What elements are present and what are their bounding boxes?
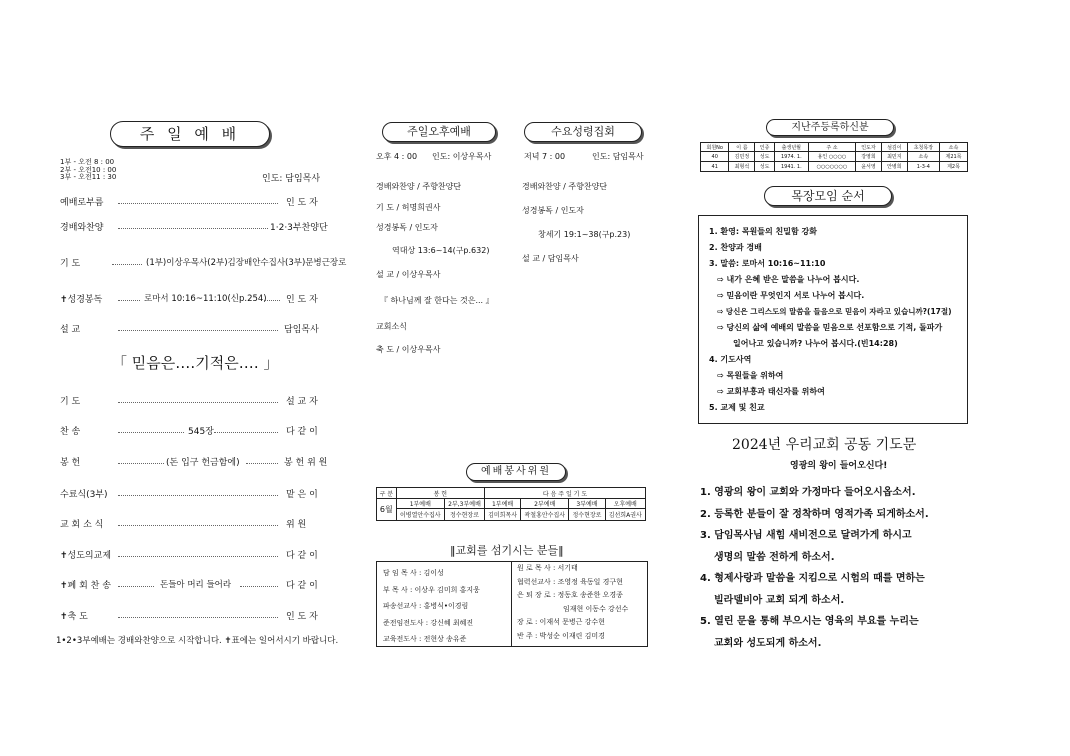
sunday-service-title: 주 일 예 배	[110, 121, 270, 147]
prayer-line: 4. 형제사랑과 말씀을 지킴으로 시험의 때를 면하는	[700, 573, 925, 584]
afternoon-line: 설 교 / 이상우목사	[376, 270, 441, 279]
td: 윤서영	[856, 162, 882, 172]
order-item: ✝폐 회 찬 송	[60, 581, 111, 591]
prayer-line: 빌라델비아 교회 되게 하소서.	[714, 594, 845, 606]
sunday-leader: 인도: 담임목사	[262, 174, 321, 184]
afternoon-line: 경배와찬양 / 주향찬양단	[376, 182, 462, 191]
meeting-item: ⇨ 당신의 삶에 예배의 말씀을 믿음으로 선포함으로 기적, 돌파가	[717, 323, 943, 332]
th-division: 구 분	[377, 488, 397, 499]
cell-meeting-box	[698, 215, 968, 424]
sub-head: 2부,3부예배	[444, 499, 484, 509]
order-right: 다 같 이	[286, 581, 318, 591]
order-right: 위 원	[286, 520, 307, 530]
servant-line: 반 주 : 박성순 이재린 김미경	[517, 631, 605, 640]
th: 이 름	[729, 143, 755, 152]
month-cell: 6월	[377, 499, 397, 521]
meeting-item: 2. 찬양과 경배	[709, 243, 762, 252]
td: 강영희	[856, 152, 882, 162]
cell: 김미희목사	[485, 509, 521, 521]
td: 41	[701, 162, 729, 172]
meeting-item: 4. 기도사역	[709, 355, 752, 364]
time-2: 2부 - 오전10 : 00	[60, 165, 117, 174]
order-item: 경배와찬양	[60, 223, 104, 233]
afternoon-line: 기 도 / 허명희권사	[376, 203, 441, 212]
td: 김민정	[729, 152, 755, 162]
servant-line: 준전임전도사 : 강신혜 최혜진	[383, 618, 474, 627]
th: 출생년월	[774, 143, 808, 152]
servant-line: 장 로 : 이재석 문병근 강수현	[517, 618, 605, 626]
td: ○○○○○○○	[808, 162, 855, 172]
order-right: 담임목사	[284, 325, 319, 335]
order-right: 인 도 자	[286, 198, 318, 208]
afternoon-line: 『 하나님께 잘 한다는 것은... 』	[380, 296, 494, 305]
afternoon-service-title: 주일오후예배	[382, 122, 496, 142]
order-item: 봉 헌	[60, 458, 81, 468]
td: 안병희	[881, 162, 907, 172]
cell: 이병열안수집사	[396, 509, 444, 521]
servant-line: 부 목 사 : 이상우 김미희 홍지웅	[383, 585, 480, 594]
td: 제2목	[940, 162, 968, 172]
order-right: 인 도 자	[286, 612, 318, 622]
cell: 곽철홍안수집사	[521, 509, 569, 521]
prayer-line: 교회와 성도되게 하소서.	[714, 637, 822, 649]
order-item: 예배로부름	[60, 198, 104, 208]
servant-line: 담 임 목 사 : 김이성	[383, 569, 444, 577]
order-right: 인 도 자	[286, 295, 318, 305]
meeting-item: 1. 환영: 목원들의 친밀함 강화	[709, 227, 817, 236]
meeting-item: ⇨ 목원들을 위하여	[717, 371, 784, 380]
meeting-item: 3. 말씀: 로마서 10:16~11:10	[709, 259, 826, 268]
wednesday-service-title: 수요성령집회	[524, 122, 642, 142]
order-right: 1·2·3부찬양단	[270, 223, 328, 233]
new-members-table	[700, 142, 968, 172]
td: 성도	[755, 162, 774, 172]
th: 소속	[940, 143, 968, 152]
order-right: 봉 헌 위 원	[284, 458, 328, 468]
cell: 김선희A권사	[605, 509, 645, 521]
order-item: 찬 송	[60, 427, 81, 437]
sub-head: 오후예배	[605, 499, 645, 509]
time-1: 1부 - 오전 8 : 00	[60, 158, 115, 166]
cell: 정수현장로	[569, 509, 605, 521]
meeting-item: 일어나고 있습니까? 나누어 봅시다.(빈14:28)	[733, 339, 898, 348]
service-footnote: 1•2•3부예배는 경배와찬양으로 시작합니다. ✝표에는 일어서시기 바랍니다.	[56, 636, 339, 646]
wednesday-line: 경배와찬양 / 주향찬양단	[522, 182, 608, 191]
td: 1974. 1.	[774, 152, 808, 162]
th-offering: 봉 헌	[396, 488, 484, 499]
order-item: ✝축 도	[60, 612, 88, 622]
td: 40	[701, 152, 729, 162]
meeting-item: 5. 교제 및 친교	[709, 403, 765, 412]
order-middle: (돈 입구 헌금함에)	[166, 458, 240, 468]
td: 제21목	[940, 152, 968, 162]
meeting-item: ⇨ 당신은 그리스도의 말씀을 들음으로 믿음이 자라고 있습니까?(17절)	[717, 307, 952, 316]
th: 주 소	[808, 143, 855, 152]
th: 회원No	[701, 143, 729, 152]
prayer-lines	[700, 482, 929, 654]
td: 용인 ○○○○	[808, 152, 855, 162]
afternoon-line: 역대상 13:6~14(구p.632)	[392, 246, 490, 255]
prayer-title: 2024년 우리교회 공동 기도문	[732, 437, 917, 453]
wednesday-line: 창세기 19:1~38(구p.23)	[538, 230, 631, 239]
service-times	[60, 159, 116, 182]
prayer-line: 생명의 말씀 전하게 하소서.	[714, 551, 835, 563]
order-item: ✝성도의교제	[60, 551, 112, 561]
afternoon-line: 교회소식	[376, 322, 407, 331]
servant-line: 원 로 목 사 : 서기태	[517, 564, 578, 572]
order-item: ✝성경봉독	[60, 295, 103, 305]
afternoon-leader: 인도: 이상우목사	[432, 152, 492, 161]
th: 섬김이	[881, 143, 907, 152]
order-right: 맡 은 이	[286, 490, 318, 500]
prayer-line: 2. 등록한 분들이 잘 정착하며 영적가족 되게하소서.	[700, 508, 929, 520]
order-item: 교 회 소 식	[60, 520, 104, 530]
sub-head: 1부예배	[396, 499, 444, 509]
th: 인도자	[856, 143, 882, 152]
prayer-line: 3. 담임목사님 새힘 새비전으로 달려가게 하시고	[700, 530, 912, 541]
cell: 정수현장로	[444, 509, 484, 521]
servant-line: 교육전도사 : 전현상 송유준	[383, 635, 467, 643]
td: 최민지	[881, 152, 907, 162]
servants-box	[376, 561, 648, 647]
afternoon-time: 오후 4 : 00	[376, 152, 418, 161]
meeting-item: ⇨ 내가 은혜 받은 말씀을 나누어 봅시다.	[717, 275, 860, 284]
prayer-line: 1. 영광의 왕이 교회와 가정마다 들어오시옵소서.	[700, 487, 916, 498]
sermon-title: 「 믿음은‥‥기적은‥‥ 」	[112, 354, 279, 372]
wednesday-leader: 인도: 담임목사	[592, 152, 644, 161]
td: 성도	[755, 152, 774, 162]
th: 인증	[755, 143, 774, 152]
new-members-title: 지난주등록하신분	[766, 119, 894, 136]
committee-table	[376, 487, 646, 521]
meeting-item: ⇨ 믿음이란 무엇인지 서로 나누어 봅시다.	[717, 291, 865, 300]
servant-line: 협력선교사 : 조영정 육동일 경구현	[517, 577, 623, 586]
committee-title: 예배봉사위원	[466, 463, 566, 481]
afternoon-line: 성경봉독 / 인도자	[376, 223, 438, 232]
meeting-item: ⇨ 교회부흥과 태신자를 위하여	[717, 387, 825, 396]
td: 1941. 1.	[774, 162, 808, 172]
order-item: 설 교	[60, 325, 81, 335]
wednesday-line: 설 교 / 담임목사	[522, 254, 579, 263]
order-item: 기 도	[60, 397, 81, 407]
order-right: 다 같 이	[286, 551, 318, 561]
prayer-subtitle: 영광의 왕이 들어오신다!	[790, 461, 888, 471]
afternoon-line: 축 도 / 이상우목사	[376, 345, 441, 354]
prayer-line: 5. 열린 문을 통해 부으시는 영육의 부요를 누리는	[700, 616, 919, 627]
td: 1-3-4	[907, 162, 939, 172]
th-next-prayer: 다 음 주 일 기 도	[485, 488, 646, 499]
servant-line: 은 퇴 장 로 : 정동호 송준한 오경종	[517, 591, 623, 599]
cell-meeting-title: 목장모임 순서	[764, 186, 892, 206]
td: 소속	[907, 152, 939, 162]
order-middle: (1부)이상우목사(2부)김장배안수집사(3부)문병근장로	[146, 258, 347, 268]
wednesday-time: 저녁 7 : 00	[524, 152, 566, 161]
order-middle: 로마서 10:16~11:10(신p.254)	[144, 294, 267, 304]
wednesday-line: 성경봉독 / 인도자	[522, 206, 584, 215]
order-right: 설 교 자	[286, 397, 318, 407]
order-right: 다 같 이	[286, 427, 318, 437]
td: 최형석	[729, 162, 755, 172]
order-middle: 545장	[188, 427, 214, 437]
sub-head: 1부예배	[485, 499, 521, 509]
sub-head: 3부예배	[569, 499, 605, 509]
servant-line: 파송선교사 : 홍병식•이경림	[383, 602, 469, 610]
th: 초청목장	[907, 143, 939, 152]
servants-title: ‖교회를 섬기시는 분들‖	[450, 544, 564, 557]
sub-head: 2부예배	[521, 499, 569, 509]
order-item: 수료식(3부)	[60, 490, 108, 500]
order-middle: 돈들아 머리 들어라	[160, 580, 232, 590]
time-3: 3부 - 오전11 : 30	[60, 173, 117, 181]
servant-line: 임재현 이동수 강선수	[563, 604, 629, 613]
order-item: 기 도	[60, 259, 81, 269]
